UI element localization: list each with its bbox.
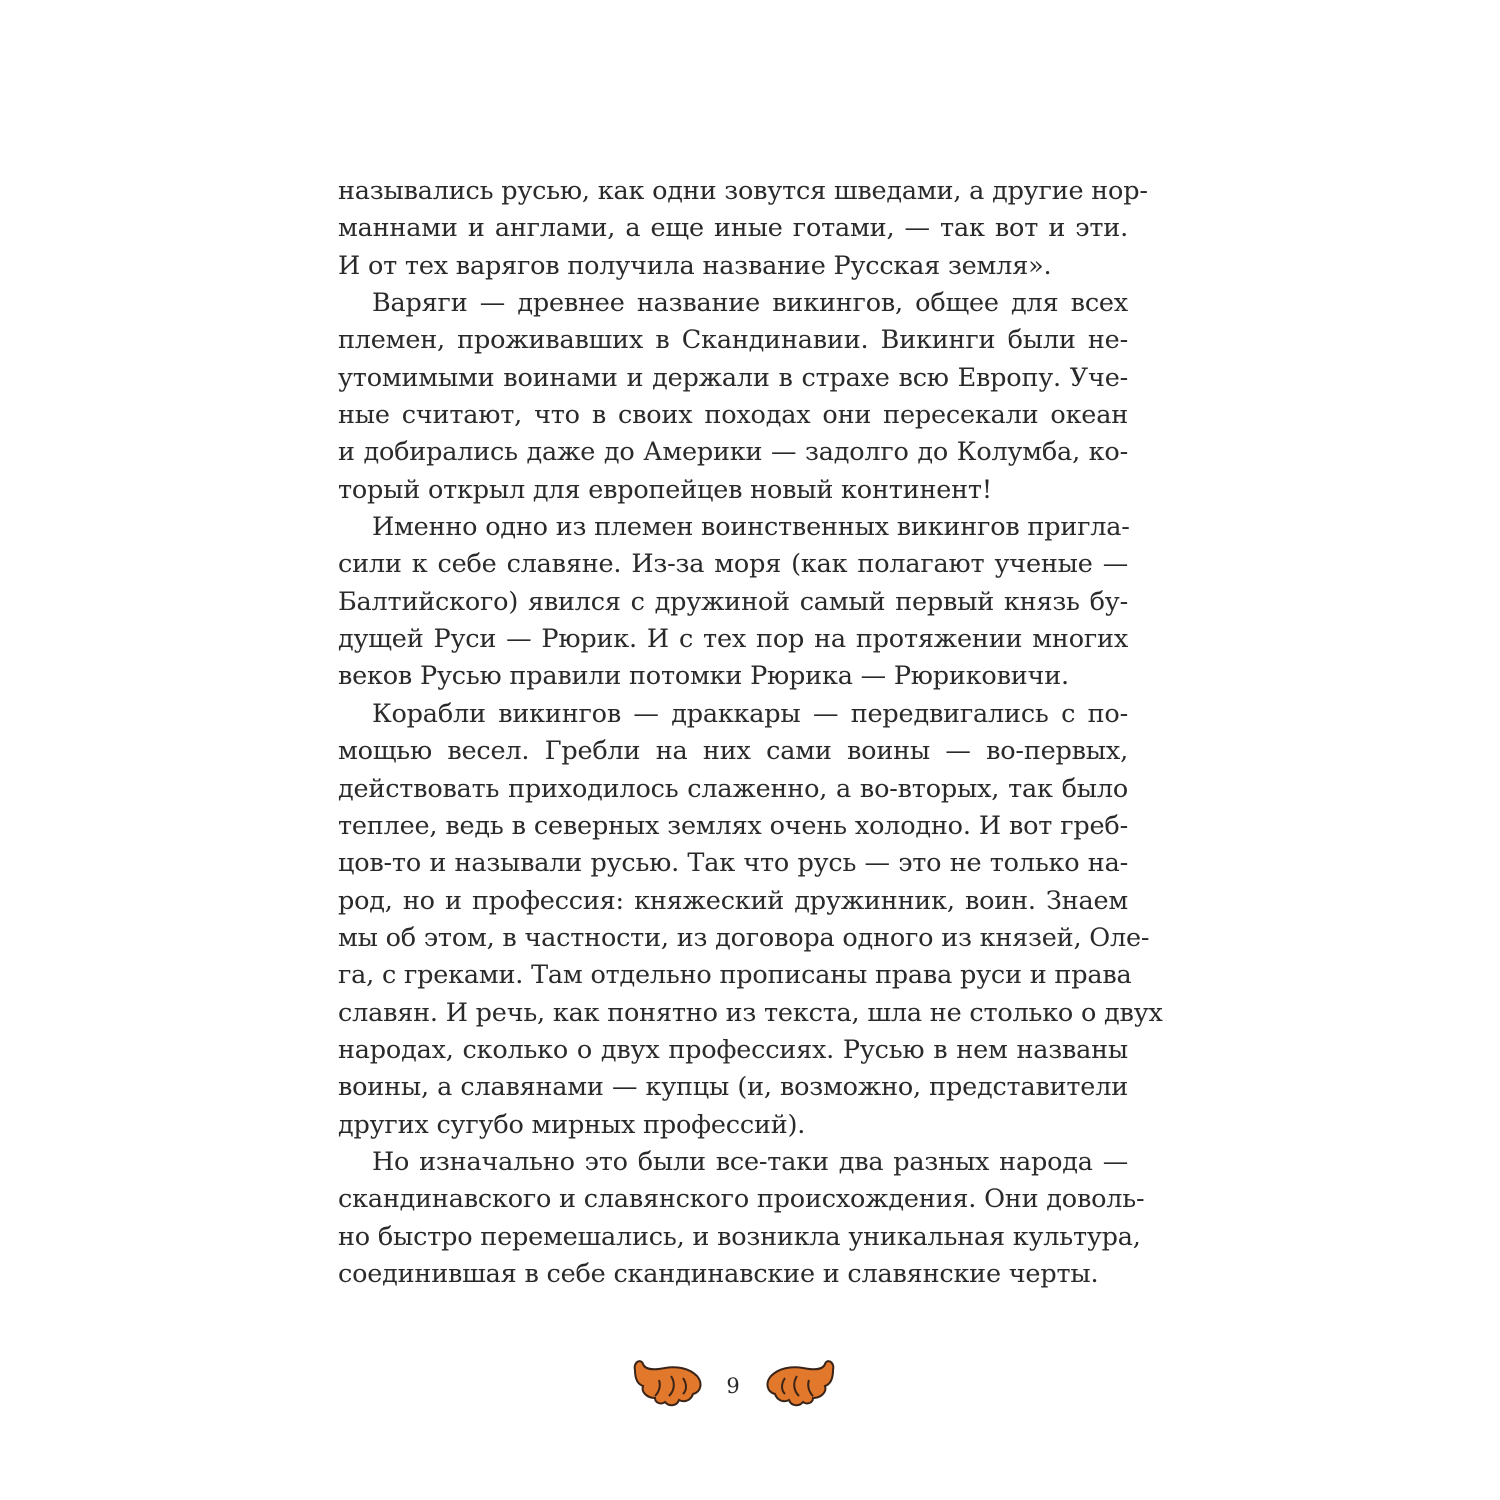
flourish-ornament-icon	[762, 1356, 837, 1408]
text-line: Балтийского) явился с дружиной самый первый князь бу-	[338, 586, 1128, 617]
text-line: скандинавского и славянского происхождения. Они доволь-	[338, 1184, 1145, 1215]
text-line: дущей Руси — Рюрик. И с тех пор на протяжении многих	[338, 624, 1128, 655]
text-line: мы об этом, в частности, из договора одного из князей, Оле-	[338, 922, 1150, 953]
text-line: ные считают, что в своих походах они пересекали океан	[338, 400, 1128, 431]
flourish-ornament-icon	[631, 1356, 706, 1408]
text-line: Корабли викингов — драккары — передвигались с по-	[372, 698, 1128, 729]
text-line: соединившая в себе скандинавские и славянские черты.	[338, 1258, 1099, 1289]
page-number: 9	[726, 1374, 740, 1398]
text-line: но быстро перемешались, и возникла уникальная культура,	[338, 1221, 1141, 1252]
text-line: других сугубо мирных профессий).	[338, 1109, 806, 1140]
text-line: цов-то и называли русью. Так что русь — это не только на-	[338, 848, 1128, 879]
text-line: племен, проживавших в Скандинавии. Викинги были не-	[338, 325, 1128, 356]
text-line: маннами и англами, а еще иные готами, — так вот и эти.	[338, 213, 1128, 244]
text-line: воины, а славянами — купцы (и, возможно, представители	[338, 1072, 1128, 1103]
text-line: действовать приходилось слаженно, а во-вторых, так было	[338, 773, 1128, 804]
text-line: и добирались даже до Америки — задолго до Колумба, ко-	[338, 437, 1128, 468]
text-line: назывались русью, как одни зовутся шведами, а другие нор-	[338, 176, 1148, 206]
text-line: Варяги — древнее название викингов, общее для всех	[372, 288, 1128, 319]
text-line: И от тех варягов получила название Русская земля».	[338, 250, 1052, 281]
body-text	[338, 173, 1163, 1293]
text-line: мощью весел. Гребли на них сами воины — во-первых,	[338, 736, 1128, 767]
text-line: утомимыми воинами и держали в страхе всю Европу. Уче-	[338, 362, 1128, 393]
text-line: га, с греками. Там отдельно прописаны права руси и права	[338, 960, 1132, 991]
text-line: сили к себе славяне. Из-за моря (как полагают ученые —	[338, 549, 1128, 580]
text-line: торый открыл для европейцев новый континент!	[338, 474, 992, 505]
page-footer	[0, 1350, 1500, 1410]
text-line: веков Русью правили потомки Рюрика — Рюриковичи.	[338, 661, 1069, 692]
text-line: славян. И речь, как понятно из текста, шла не столько о двух	[338, 997, 1163, 1028]
text-line: народах, сколько о двух профессиях. Русью в нем названы	[338, 1034, 1128, 1065]
text-line: Именно одно из племен воинственных викингов пригла-	[372, 512, 1130, 543]
text-line: Но изначально это были все-таки два разных народа —	[372, 1146, 1128, 1177]
text-line: род, но и профессия: княжеский дружинник, воин. Знаем	[338, 885, 1128, 916]
text-line: теплее, ведь в северных землях очень холодно. И вот греб-	[338, 810, 1128, 841]
